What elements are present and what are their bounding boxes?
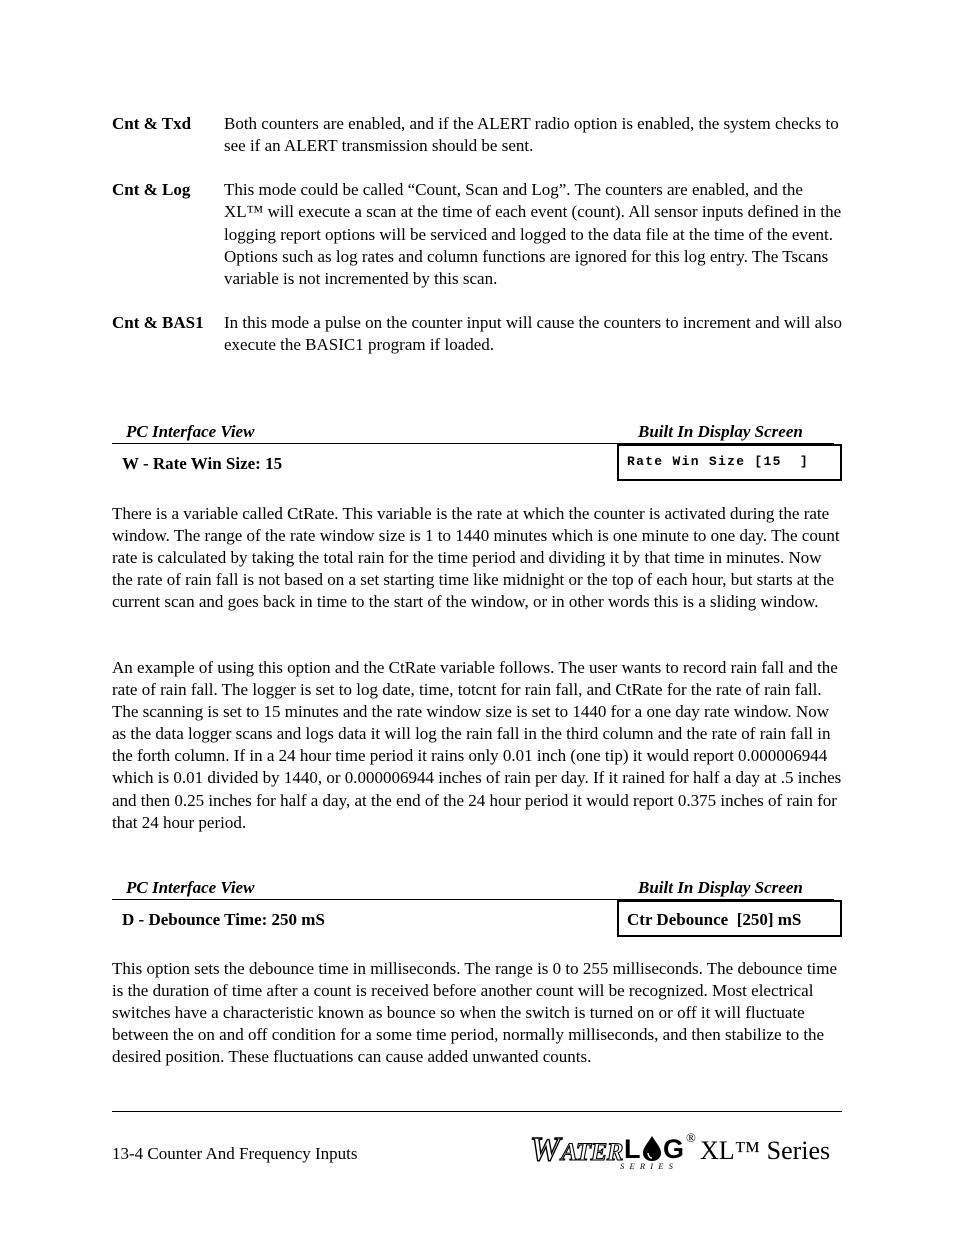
- mode-description: In this mode a pulse on the counter input will cause the counters to increment and will also execute the BASIC1 program if loaded.: [224, 313, 842, 355]
- pc-interface-view-label: PC Interface View: [126, 422, 255, 441]
- waterlog-logo: [528, 1124, 698, 1172]
- mode-description: Both counters are enabled, and if the ALERT radio option is enabled, the system checks to see if an ALERT transmission should be sent.: [224, 114, 839, 156]
- rate-win-size-setting: W - Rate Win Size: 15: [122, 454, 283, 473]
- rate-win-size-display-screen: [617, 444, 842, 481]
- display-screen-text: Ctr Debounce [250] mS: [627, 910, 802, 929]
- built-in-display-label: Built In Display Screen: [638, 422, 803, 441]
- mode-term: Cnt & Log: [112, 180, 191, 199]
- debounce-display-screen: [617, 900, 842, 937]
- svg-text:W: W: [530, 1131, 560, 1168]
- svg-text:®: ®: [686, 1130, 696, 1145]
- interface-header-rate-window: [112, 422, 834, 444]
- mode-term: Cnt & Txd: [112, 114, 192, 133]
- mode-definition-cnt-txd: [112, 113, 842, 158]
- display-screen-text: Rate Win Size [15 ]: [627, 454, 810, 469]
- ctrate-description-paragraph: There is a variable called CtRate. This variable is the rate at which the counter is activated during the rate window. The range of the rate window size is 1 to 1440 minutes which is one minute to one day. The count rate is calculated by taking the total rain for the time period and dividing it by that time in minutes. Now the rate of rain fall is not based on a set starting time like midnight or the top of each hour, but starts at the current scan and goes back in time to the start of the window, or in other words this is a sliding window.: [112, 504, 840, 612]
- mode-definition-cnt-log: [112, 179, 842, 290]
- pc-interface-view-label: PC Interface View: [126, 878, 255, 897]
- waterlog-logo-graphic: [528, 1124, 698, 1172]
- interface-header-debounce: [112, 878, 834, 900]
- debounce-time-setting: D - Debounce Time: 250 mS: [122, 910, 325, 929]
- built-in-display-label: Built In Display Screen: [638, 878, 803, 897]
- svg-text:ATER: ATER: [561, 1139, 623, 1166]
- svg-text:G: G: [663, 1134, 685, 1164]
- debounce-description-paragraph: This option sets the debounce time in milliseconds. The range is 0 to 255 milliseconds. The debounce time is the duration of time after a count is received before another count will be recognized. Most electrical switches have a characteristic known as bounce so when the switch is turned on or off it will fluctuate between the on and off condition for a some time period, normally milliseconds, and then stabilize to the desired position. These fluctuations can cause added unwanted counts.: [112, 959, 838, 1067]
- mode-definition-cnt-bas1: [112, 312, 842, 357]
- svg-text:L: L: [624, 1134, 641, 1164]
- ctrate-example-paragraph: An example of using this option and the CtRate variable follows. The user wants to record rain fall and the rate of rain fall. The logger is set to log date, time, totcnt for rain fall, and CtRate for the rate of rain fall. The scanning is set to 15 minutes and the rate window size is set to 1440 for a one day rate window. Now as the data logger scans and logs data it will log the rain fall in the third column and the rate of rain fall in the forth column. If in a 24 hour time period it rains only 0.01 inch (one tip) it would report 0.000006944 which is 0.01 divided by 1440, or 0.000006944 inches of rain per day. If it rained for half a day at .5 inches and then 0.25 inches for half a day, at the end of the 24 hour period it would report 0.375 inches of rain for that 24 hour period.: [112, 658, 842, 832]
- footer-rule: [112, 1111, 842, 1112]
- footer-page-label: 13-4 Counter And Frequency Inputs: [112, 1144, 358, 1163]
- mode-description: This mode could be called “Count, Scan and Log”. The counters are enabled, and the XL™ will execute a scan at the time of each event (count). All sensor inputs defined in the logging report options will be serviced and logged to the data file at the time of the event. Options such as log rates and column functions are ignored for this log entry. The Tscans variable is not incremented by this scan.: [224, 180, 842, 289]
- svg-text:SERIES: SERIES: [620, 1161, 679, 1171]
- footer-series-title: XL™ Series: [700, 1136, 831, 1165]
- mode-term: Cnt & BAS1: [112, 313, 204, 332]
